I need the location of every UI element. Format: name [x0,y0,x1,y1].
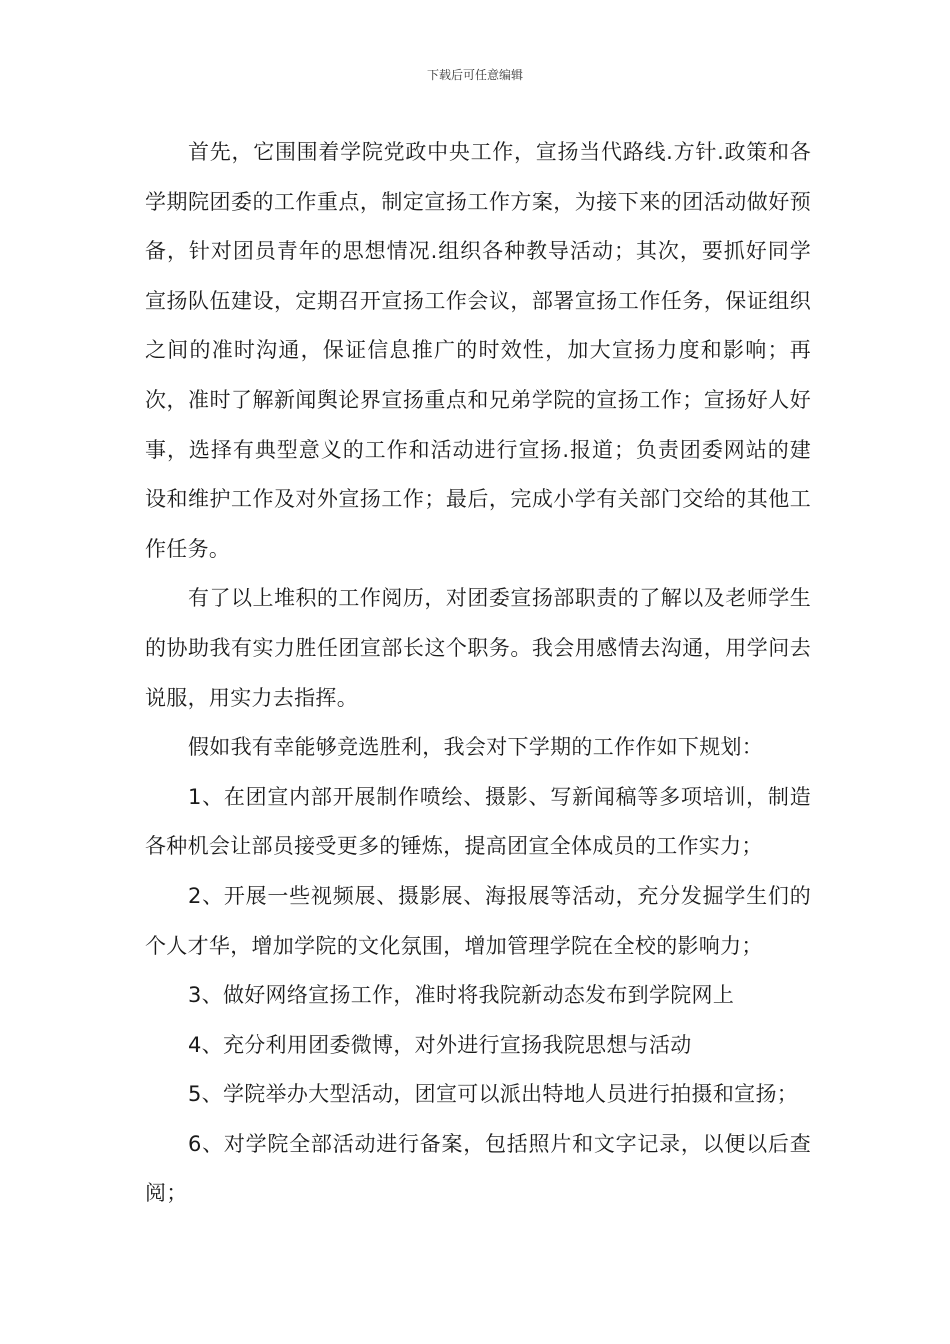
document-body [145,128,811,1219]
paragraph-plan-intro: 假如我有幸能够竞选胜利，我会对下学期的工作作如下规划： [188,735,764,760]
plan-item-5: 5、学院举办大型活动，团宣可以派出特地人员进行拍摄和宣扬； [188,1082,799,1107]
plan-item-4: 4、充分利用团委微博，对外进行宣扬我院思想与活动 [188,1032,692,1057]
page-header: 下载后可任意编辑 [426,68,523,82]
plan-item-2: 2、开展一些视频展、摄影展、海报展等活动，充分发掘学生们的个人才华，增加学院的文化氛围，增加管理学院在全校的影响力； [145,883,811,958]
paragraph-responsibilities: 首先，它围围着学院党政中央工作，宣扬当代路线.方针.政策和各学期院团委的工作重点，制定宣扬工作方案，为接下来的团活动做好预备，针对团员青年的思想情况.组织各种教导活动；其次，要抓好同学宣扬队伍建设，定期召开宣扬工作会议，部署宣扬工作任务，保证组织之间的准时沟通，保证信息推广的时效性，加大宣扬力度和影响；再次，准时了解新闻舆论界宣扬重点和兄弟学院的宣扬工作；宣扬好人好事，选择有典型意义的工作和活动进行宣扬.报道；负责团委网站的建设和维护工作及对外宣扬工作；最后，完成小学有关部门交给的其他工作任务。 [145,140,811,561]
plan-item-1: 1、在团宣内部开展制作喷绘、摄影、写新闻稿等多项培训，制造各种机会让部员接受更多的锤炼，提高团宣全体成员的工作实力； [145,784,811,859]
paragraph-experience: 有了以上堆积的工作阅历，对团委宣扬部职责的了解以及老师学生的协助我有实力胜任团宣部长这个职务。我会用感情去沟通，用学问去说服，用实力去指挥。 [145,586,811,710]
plan-item-6: 6、对学院全部活动进行备案，包括照片和文字记录，以便以后查阅； [145,1131,811,1206]
plan-item-3: 3、做好网络宣扬工作，准时将我院新动态发布到学院网上 [188,983,735,1008]
